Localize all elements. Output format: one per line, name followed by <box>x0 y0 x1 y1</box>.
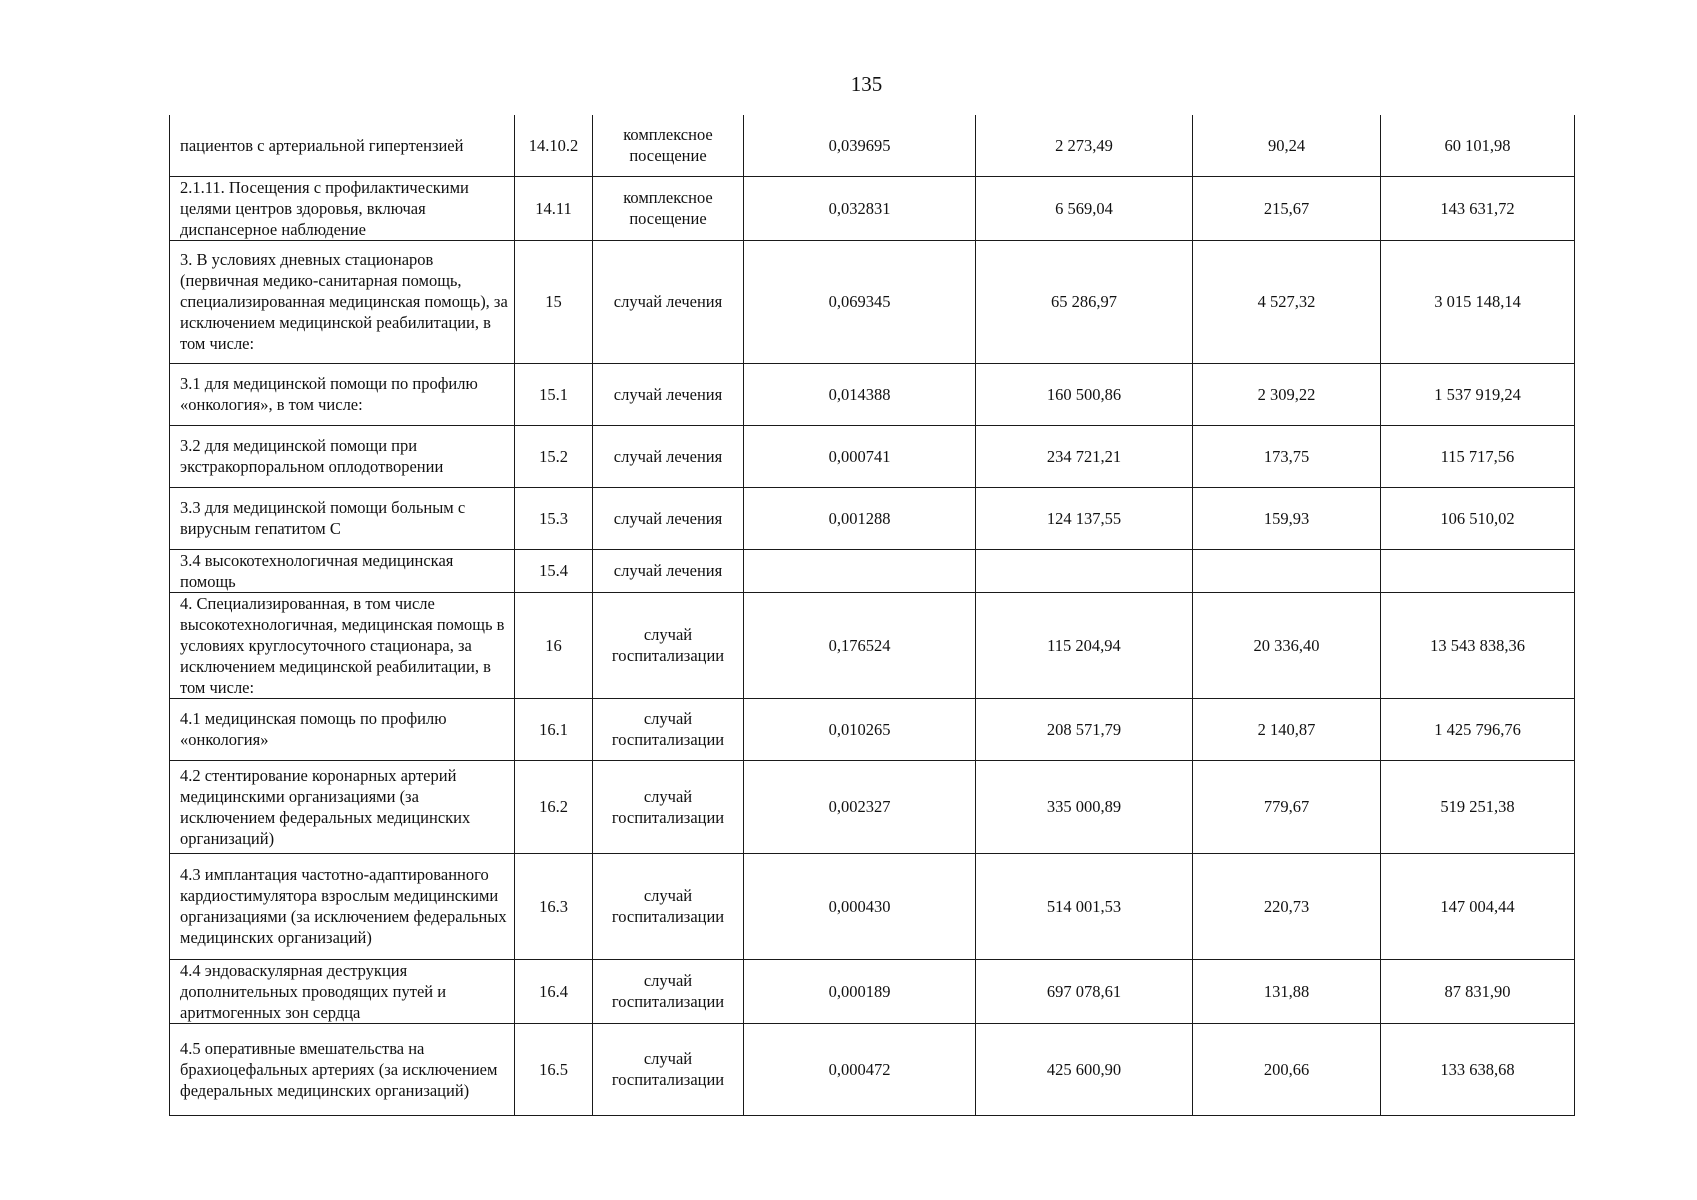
row-norm: 0,014388 <box>744 363 976 425</box>
row-per-capita: 220,73 <box>1193 853 1381 959</box>
page-number: 135 <box>850 72 883 96</box>
table-row <box>170 425 1575 487</box>
table-row <box>170 487 1575 549</box>
row-unit: случай лечения <box>593 240 744 363</box>
row-total: 1 425 796,76 <box>1381 698 1575 760</box>
row-cost: 335 000,89 <box>976 760 1193 853</box>
row-total: 1 537 919,24 <box>1381 363 1575 425</box>
row-cost: 697 078,61 <box>976 959 1193 1023</box>
row-norm: 0,010265 <box>744 698 976 760</box>
row-name: 3.1 для медицинской помощи по профилю «онкология», в том числе: <box>170 363 515 425</box>
row-code: 16.2 <box>515 760 593 853</box>
row-norm: 0,000430 <box>744 853 976 959</box>
table-row <box>170 363 1575 425</box>
row-code: 14.11 <box>515 176 593 240</box>
row-unit: случай лечения <box>593 549 744 592</box>
row-total <box>1381 549 1575 592</box>
row-per-capita <box>1193 549 1381 592</box>
row-unit: комплексное посещение <box>593 176 744 240</box>
row-unit: случай госпитализации <box>593 698 744 760</box>
row-norm <box>744 549 976 592</box>
row-total: 60 101,98 <box>1381 115 1575 176</box>
row-code: 16.1 <box>515 698 593 760</box>
row-per-capita: 779,67 <box>1193 760 1381 853</box>
row-norm: 0,000189 <box>744 959 976 1023</box>
row-unit: комплексное посещение <box>593 115 744 176</box>
row-total: 115 717,56 <box>1381 425 1575 487</box>
data-table-container <box>169 115 1575 1116</box>
row-code: 14.10.2 <box>515 115 593 176</box>
row-unit: случай госпитализации <box>593 959 744 1023</box>
table-row <box>170 115 1575 176</box>
row-code: 16.5 <box>515 1023 593 1115</box>
row-norm: 0,001288 <box>744 487 976 549</box>
row-name: 4.1 медицинская помощь по профилю «онкология» <box>170 698 515 760</box>
data-table <box>169 115 1575 1116</box>
table-row <box>170 698 1575 760</box>
row-norm: 0,069345 <box>744 240 976 363</box>
row-cost: 234 721,21 <box>976 425 1193 487</box>
row-unit: случай лечения <box>593 425 744 487</box>
table-row <box>170 760 1575 853</box>
row-norm: 0,039695 <box>744 115 976 176</box>
table-row <box>170 1023 1575 1115</box>
row-norm: 0,032831 <box>744 176 976 240</box>
row-unit: случай госпитализации <box>593 853 744 959</box>
row-cost: 65 286,97 <box>976 240 1193 363</box>
row-cost: 514 001,53 <box>976 853 1193 959</box>
row-unit: случай госпитализации <box>593 592 744 698</box>
row-name: 3. В условиях дневных стационаров (первичная медико-санитарная помощь, специализированная медицинская помощь), за исключением медицинской реабилитации, в том числе: <box>170 240 515 363</box>
row-name: 3.2 для медицинской помощи при экстракорпоральном оплодотворении <box>170 425 515 487</box>
row-total: 3 015 148,14 <box>1381 240 1575 363</box>
row-total: 133 638,68 <box>1381 1023 1575 1115</box>
row-name: 3.3 для медицинской помощи больным с вирусным гепатитом С <box>170 487 515 549</box>
row-per-capita: 90,24 <box>1193 115 1381 176</box>
row-per-capita: 159,93 <box>1193 487 1381 549</box>
table-row <box>170 240 1575 363</box>
row-name: 4. Специализированная, в том числе высокотехнологичная, медицинская помощь в условиях круглосуточного стационара, за исключением медицинской реабилитации, в том числе: <box>170 592 515 698</box>
row-name: 4.2 стентирование коронарных артерий медицинскими организациями (за исключением федеральных медицинских организаций) <box>170 760 515 853</box>
row-total: 106 510,02 <box>1381 487 1575 549</box>
row-cost <box>976 549 1193 592</box>
row-total: 519 251,38 <box>1381 760 1575 853</box>
row-code: 16.4 <box>515 959 593 1023</box>
row-norm: 0,176524 <box>744 592 976 698</box>
row-name: 4.5 оперативные вмешательства на брахиоцефальных артериях (за исключением федеральных медицинских организаций) <box>170 1023 515 1115</box>
row-per-capita: 20 336,40 <box>1193 592 1381 698</box>
row-name: пациентов с артериальной гипертензией <box>170 115 515 176</box>
row-unit: случай госпитализации <box>593 1023 744 1115</box>
row-cost: 208 571,79 <box>976 698 1193 760</box>
row-unit: случай лечения <box>593 487 744 549</box>
row-cost: 115 204,94 <box>976 592 1193 698</box>
row-code: 15.3 <box>515 487 593 549</box>
row-code: 15.1 <box>515 363 593 425</box>
row-cost: 124 137,55 <box>976 487 1193 549</box>
row-per-capita: 2 309,22 <box>1193 363 1381 425</box>
row-total: 13 543 838,36 <box>1381 592 1575 698</box>
row-per-capita: 200,66 <box>1193 1023 1381 1115</box>
row-code: 16.3 <box>515 853 593 959</box>
row-per-capita: 2 140,87 <box>1193 698 1381 760</box>
row-total: 87 831,90 <box>1381 959 1575 1023</box>
row-cost: 425 600,90 <box>976 1023 1193 1115</box>
row-norm: 0,000472 <box>744 1023 976 1115</box>
row-name: 4.3 имплантация частотно-адаптированного кардиостимулятора взрослым медицинскими организациями (за исключением федеральных медицинских организаций) <box>170 853 515 959</box>
row-code: 15.2 <box>515 425 593 487</box>
row-per-capita: 4 527,32 <box>1193 240 1381 363</box>
row-unit: случай лечения <box>593 363 744 425</box>
row-name: 2.1.11. Посещения с профилактическими целями центров здоровья, включая диспансерное наблюдение <box>170 176 515 240</box>
row-per-capita: 173,75 <box>1193 425 1381 487</box>
table-row <box>170 592 1575 698</box>
row-code: 15.4 <box>515 549 593 592</box>
row-code: 15 <box>515 240 593 363</box>
row-cost: 6 569,04 <box>976 176 1193 240</box>
table-row <box>170 176 1575 240</box>
row-code: 16 <box>515 592 593 698</box>
row-cost: 2 273,49 <box>976 115 1193 176</box>
row-per-capita: 131,88 <box>1193 959 1381 1023</box>
row-unit: случай госпитализации <box>593 760 744 853</box>
row-per-capita: 215,67 <box>1193 176 1381 240</box>
row-norm: 0,000741 <box>744 425 976 487</box>
row-norm: 0,002327 <box>744 760 976 853</box>
row-total: 147 004,44 <box>1381 853 1575 959</box>
table-row <box>170 959 1575 1023</box>
row-name: 3.4 высокотехнологичная медицинская помощь <box>170 549 515 592</box>
table-row <box>170 549 1575 592</box>
table-row <box>170 853 1575 959</box>
row-cost: 160 500,86 <box>976 363 1193 425</box>
row-name: 4.4 эндоваскулярная деструкция дополнительных проводящих путей и аритмогенных зон сердца <box>170 959 515 1023</box>
row-total: 143 631,72 <box>1381 176 1575 240</box>
